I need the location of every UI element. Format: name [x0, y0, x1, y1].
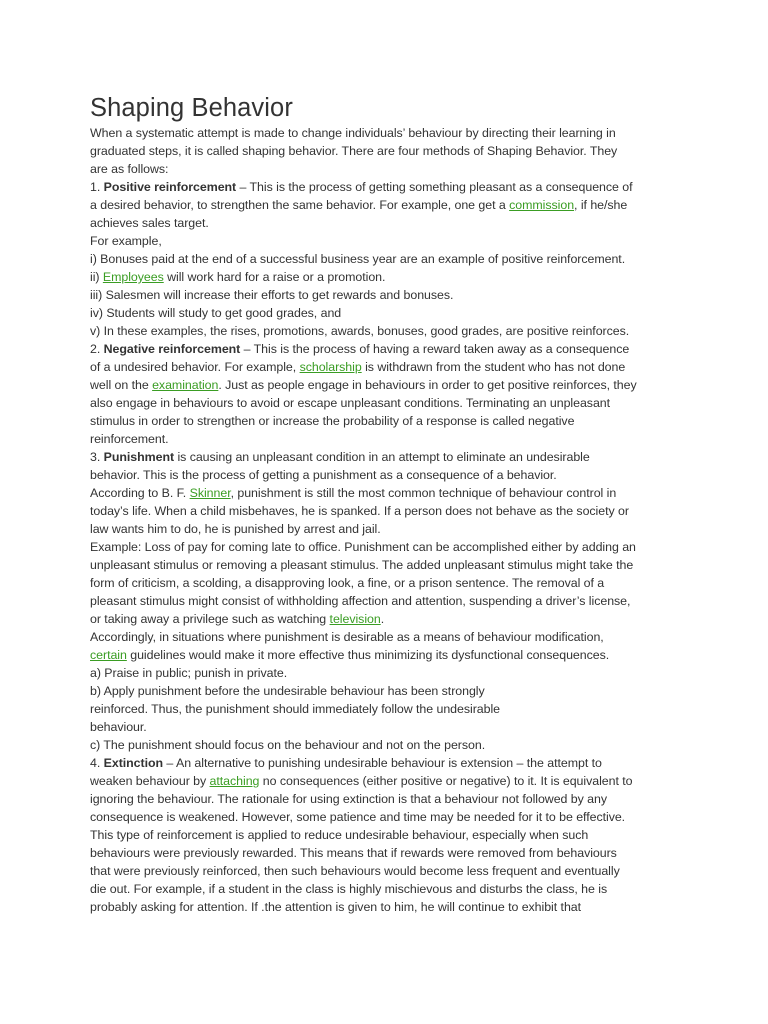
text-line — [90, 736, 680, 754]
text-run: v) In these examples, the rises, promotions, awards, bonuses, good grades, are positive reinforces. — [90, 324, 630, 338]
text-run: stimulus in order to strengthen or increase the probability of a response is called negative — [90, 414, 575, 428]
text-line — [90, 790, 680, 808]
text-line — [90, 574, 680, 592]
text-line — [90, 466, 680, 484]
text-line — [90, 646, 680, 664]
text-line — [90, 286, 680, 304]
text-line — [90, 592, 680, 610]
text-line — [90, 214, 680, 232]
text-run: no consequences (either positive or negative) to it. It is equivalent to — [259, 774, 633, 788]
text-run: . — [380, 612, 385, 626]
text-run: guidelines would make it more effective thus minimizing its dysfunctional consequences. — [126, 648, 610, 662]
text-run: is causing an unpleasant condition in an attempt to eliminate an undesirable — [174, 450, 590, 464]
text-run: , punishment is still the most common technique of behaviour control in — [230, 486, 617, 500]
text-run: form of criticism, a scolding, a disapproving look, a fine, or a prison sentence. The removal of a — [90, 576, 605, 590]
text-line — [90, 628, 680, 646]
text-line — [90, 880, 680, 898]
text-run: reinforcement. — [90, 432, 169, 446]
text-run: – An alternative to punishing undesirable behaviour is extension – the attempt to — [163, 756, 602, 770]
inline-link[interactable]: attaching — [209, 774, 260, 788]
text-run: ignoring the behaviour. The rationale for using extinction is that a behaviour not followed by any — [90, 792, 607, 806]
bold-term: Positive reinforcement — [103, 180, 237, 194]
text-line — [90, 142, 680, 160]
text-run: unpleasant stimulus or removing a pleasant stimulus. The added unpleasant stimulus might take the — [90, 558, 634, 572]
text-line — [90, 772, 680, 790]
text-run: consequence is weakened. However, some patience and time may be needed for it to be effective. — [90, 810, 626, 824]
text-run: that were previously reinforced, then such behaviours would become less frequent and eventually — [90, 864, 620, 878]
text-line — [90, 700, 680, 718]
text-line — [90, 340, 680, 358]
bold-term: Punishment — [103, 450, 175, 464]
text-line — [90, 610, 680, 628]
text-run: According to B. F. — [90, 486, 190, 500]
text-line — [90, 376, 680, 394]
inline-link[interactable]: scholarship — [299, 360, 362, 374]
text-run: today’s life. When a child misbehaves, he is spanked. If a person does not behave as the society or — [90, 504, 629, 518]
text-run: i) Bonuses paid at the end of a successful business year are an example of positive reinforcement. — [90, 252, 626, 266]
text-run: b) Apply punishment before the undesirable behaviour has been strongly — [90, 684, 485, 698]
text-run: iii) Salesmen will increase their efforts to get rewards and bonuses. — [90, 288, 454, 302]
text-line — [90, 826, 680, 844]
text-run: c) The punishment should focus on the behaviour and not on the person. — [90, 738, 486, 752]
text-run: a) Praise in public; punish in private. — [90, 666, 288, 680]
text-run: Example: Loss of pay for coming late to office. Punishment can be accomplished either by adding an — [90, 540, 636, 554]
inline-link[interactable]: Employees — [102, 270, 164, 284]
text-run: When a systematic attempt is made to change individuals’ behaviour by directing their learning in — [90, 126, 616, 140]
text-run: – This is the process of having a reward taken away as a consequence — [240, 342, 630, 356]
document-body — [90, 124, 680, 916]
page-title: Shaping Behavior — [90, 94, 293, 122]
text-run: 1. — [90, 180, 104, 194]
text-run: 2. — [90, 342, 104, 356]
text-run: are as follows: — [90, 162, 169, 176]
text-run: die out. For example, if a student in the class is highly mischievous and disturbs the class, he is — [90, 882, 608, 896]
text-line — [90, 538, 680, 556]
text-line — [90, 160, 680, 178]
inline-link[interactable]: Skinner — [189, 486, 231, 500]
text-line — [90, 358, 680, 376]
text-line — [90, 232, 680, 250]
text-run: graduated steps, it is called shaping behavior. There are four methods of Shaping Behavior. They — [90, 144, 618, 158]
inline-link[interactable]: examination — [152, 378, 219, 392]
text-line — [90, 304, 680, 322]
text-line — [90, 250, 680, 268]
inline-link[interactable]: television — [329, 612, 381, 626]
text-run: behavior. This is the process of getting a punishment as a consequence of a behavior. — [90, 468, 557, 482]
text-run: 3. — [90, 450, 104, 464]
text-line — [90, 520, 680, 538]
text-line — [90, 412, 680, 430]
text-run: This type of reinforcement is applied to reduce undesirable behaviour, especially when such — [90, 828, 589, 842]
text-run: 4. — [90, 756, 104, 770]
text-line — [90, 178, 680, 196]
text-line — [90, 754, 680, 772]
document-page — [90, 92, 680, 916]
text-run: reinforced. Thus, the punishment should immediately follow the undesirable — [90, 702, 501, 716]
text-line — [90, 862, 680, 880]
bold-term: Negative reinforcement — [103, 342, 241, 356]
text-line — [90, 718, 680, 736]
text-line — [90, 430, 680, 448]
text-run: iv) Students will study to get good grades, and — [90, 306, 342, 320]
text-run: weaken behaviour by — [90, 774, 210, 788]
text-line — [90, 502, 680, 520]
text-line — [90, 664, 680, 682]
text-run: of a undesired behavior. For example, — [90, 360, 300, 374]
text-run: will work hard for a raise or a promotion. — [163, 270, 386, 284]
text-run: ii) — [90, 270, 103, 284]
text-line — [90, 556, 680, 574]
text-line — [90, 268, 680, 286]
text-line — [90, 124, 680, 142]
text-run: Accordingly, in situations where punishment is desirable as a means of behaviour modification, — [90, 630, 604, 644]
text-run: , if he/she — [574, 198, 628, 212]
text-line — [90, 322, 680, 340]
text-run: – This is the process of getting something pleasant as a consequence of — [236, 180, 633, 194]
text-run: probably asking for attention. If .the attention is given to him, he will continue to exhibit that — [90, 900, 582, 914]
text-run: also engage in behaviours to avoid or escape unpleasant conditions. Terminating an unpleasant — [90, 396, 611, 410]
text-line — [90, 394, 680, 412]
text-run: is withdrawn from the student who has not done — [361, 360, 626, 374]
bold-term: Extinction — [103, 756, 164, 770]
text-line — [90, 682, 680, 700]
text-run: or taking away a privilege such as watching — [90, 612, 330, 626]
text-run: For example, — [90, 234, 162, 248]
text-line — [90, 898, 680, 916]
text-line — [90, 844, 680, 862]
text-line — [90, 484, 680, 502]
text-run: a desired behavior, to strengthen the same behavior. For example, one get a — [90, 198, 510, 212]
text-run: well on the — [90, 378, 153, 392]
inline-link[interactable]: commission — [509, 198, 575, 212]
text-run: pleasant stimulus might consist of withholding affection and attention, suspending a driver’s license, — [90, 594, 631, 608]
text-run: achieves sales target. — [90, 216, 209, 230]
text-line — [90, 808, 680, 826]
inline-link[interactable]: certain — [90, 648, 127, 662]
text-line — [90, 196, 680, 214]
text-line — [90, 448, 680, 466]
text-run: behaviours were previously rewarded. This means that if rewards were removed from behaviours — [90, 846, 617, 860]
text-run: . Just as people engage in behaviours in order to get positive reinforces, they — [218, 378, 637, 392]
text-run: behaviour. — [90, 720, 147, 734]
text-run: law wants him to do, he is punished by arrest and jail. — [90, 522, 381, 536]
